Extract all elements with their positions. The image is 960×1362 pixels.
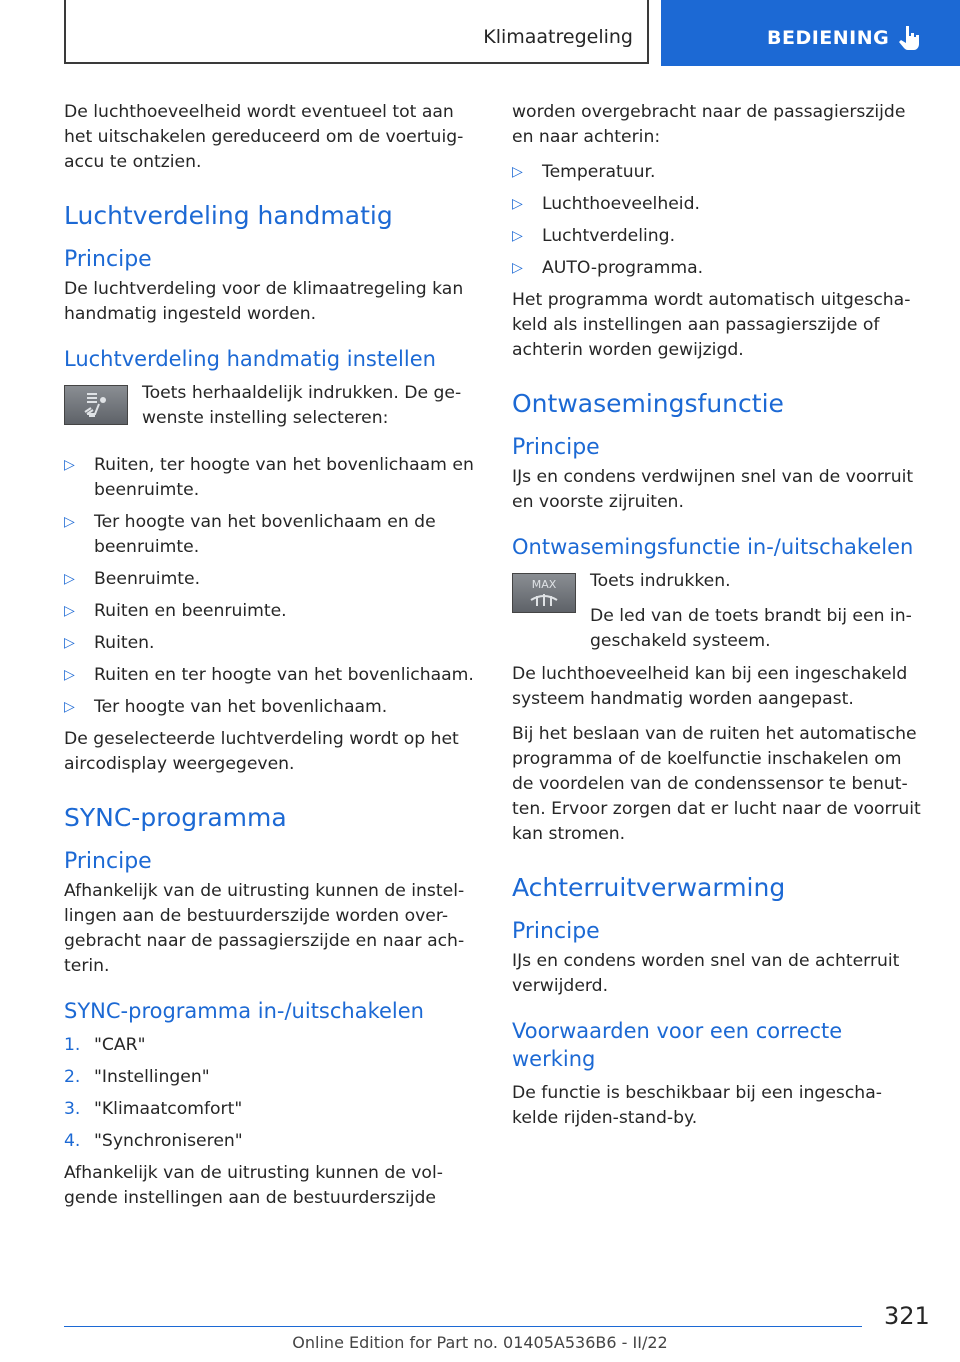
sync-steps-list (64, 1033, 480, 1154)
rear-conditions-text: De functie is beschikbaar bij een ingescha-kelde rijden-stand-by. (512, 1083, 882, 1128)
list-item: ▷ Ruiten. (64, 631, 480, 656)
defog-press-text: Toets indrukken. (590, 571, 731, 591)
heading-sync: SYNC-programma (64, 803, 287, 832)
triangle-bullet-icon: ▷ (512, 260, 523, 276)
footer-divider (64, 1326, 862, 1327)
air-button-text: Toets herhaaldelijk indrukken. De ge-wenste instelling selecteren: (142, 383, 462, 428)
left-column (64, 100, 480, 1221)
sync-more-text: Afhankelijk van de uitrusting kunnen de vol-gende instellingen aan de bestuurderszijde (64, 1163, 443, 1208)
footer-edition: Online Edition for Part no. 01405A536B6 - II/22 (292, 1333, 668, 1352)
sync-settings-list (512, 160, 927, 281)
defog-principe-text: IJs en condens verdwijnen snel van de voorruit en voorste zijruiten. (512, 467, 914, 512)
heading-sync-toggle: SYNC-programma in-/uitschakelen (64, 999, 424, 1023)
header-chapter-tab[interactable] (661, 0, 960, 66)
max-defrost-icon (513, 574, 575, 612)
list-item: ▷ Beenruimte. (64, 567, 480, 592)
page-number: 321 (884, 1302, 930, 1330)
sync-cont-text: worden overgebracht naar de passagierszijde en naar achterin: (512, 102, 906, 147)
intro-paragraph: De luchthoeveelheid wordt eventueel tot aan het uitschakelen gereduceerd om de voertuig-accu te ontzien. (64, 102, 464, 172)
list-item: ▷ Ter hoogte van het bovenlichaam. (64, 695, 480, 720)
triangle-bullet-icon: ▷ (64, 635, 75, 651)
list-item: ▷ Ruiten en beenruimte. (64, 599, 480, 624)
list-item: ▷ Luchthoeveelheid. (512, 192, 927, 217)
heading-air-distribution: Luchtverdeling handmatig (64, 201, 393, 230)
heading-principe: Principe (64, 247, 152, 272)
air-principe-text: De luchtverdeling voor de klimaatregeling kan handmatig ingesteld worden. (64, 279, 464, 324)
defog-amount-text: De luchthoeveelheid kan bij een ingeschakeld systeem handmatig worden aangepast. (512, 664, 908, 709)
max-defrost-button[interactable] (512, 573, 576, 613)
list-item: 1. "CAR" (64, 1035, 146, 1055)
defog-led-text: De led van de toets brandt bij een in-geschakeld systeem. (590, 606, 912, 651)
triangle-bullet-icon: ▷ (64, 699, 75, 715)
heading-principe: Principe (512, 435, 600, 460)
list-item: 4. "Synchroniseren" (64, 1131, 243, 1151)
triangle-bullet-icon: ▷ (64, 571, 75, 587)
heading-defog: Ontwasemingsfunctie (512, 389, 784, 418)
list-item: ▷ Temperatuur. (512, 160, 927, 185)
heading-principe: Principe (64, 849, 152, 874)
heading-rear-conditions: Voorwaarden voor een correcte werking (512, 1019, 843, 1071)
header-section-box (64, 0, 649, 64)
triangle-bullet-icon: ▷ (64, 457, 75, 473)
list-item: ▷ Luchtverdeling. (512, 224, 927, 249)
sync-off-text: Het programma wordt automatisch uitgescha-keld als instellingen aan passagierszijde of achterin worden gewijzigd. (512, 290, 911, 360)
list-item: 2. "Instellingen" (64, 1067, 210, 1087)
air-distribution-button[interactable] (64, 385, 128, 425)
rear-principe-text: IJs en condens worden snel van de achterruit verwijderd. (512, 951, 900, 996)
triangle-bullet-icon: ▷ (512, 228, 523, 244)
right-column (512, 100, 927, 1141)
list-item: 3. "Klimaatcomfort" (64, 1099, 243, 1119)
air-distribution-list (64, 453, 480, 720)
heading-principe: Principe (512, 919, 600, 944)
air-display-text: De geselecteerde luchtverdeling wordt op het aircodisplay weergegeven. (64, 729, 459, 774)
triangle-bullet-icon: ▷ (512, 196, 523, 212)
list-item: ▷ Ruiten en ter hoogte van het bovenlichaam. (64, 663, 480, 688)
heading-rear-heating: Achterruitverwarming (512, 873, 786, 902)
defog-button-row (512, 569, 927, 654)
defog-auto-text: Bij het beslaan van de ruiten het automatische programma of de koelfunctie inschakelen om de voordelen van de condenssensor te benut-ten. Ervoor zorgen dat er lucht naar de voorruit kan stromen. (512, 724, 921, 844)
list-item: ▷ Ruiten, ter hoogte van het bovenlichaam en beenruimte. (64, 455, 474, 500)
header-section-title: Klimaatregeling (483, 26, 633, 48)
pointing-hand-icon (897, 24, 921, 52)
triangle-bullet-icon: ▷ (64, 603, 75, 619)
triangle-bullet-icon: ▷ (64, 514, 75, 530)
list-item: ▷ Ter hoogte van het bovenlichaam en de beenruimte. (64, 512, 436, 557)
header-chapter-title: BEDIENING (767, 27, 890, 49)
heading-defog-toggle: Ontwasemingsfunctie in-/uitschakelen (512, 535, 914, 559)
air-button-row (64, 381, 480, 445)
air-distribution-icon (65, 386, 127, 424)
list-item: ▷ AUTO-programma. (512, 256, 927, 281)
sync-principe-text: Afhankelijk van de uitrusting kunnen de instel-lingen aan de bestuurderszijde worden over-gebracht naar de passagierszijde en naar ach-terin. (64, 881, 465, 976)
svg-text:MAX: MAX (531, 578, 557, 591)
triangle-bullet-icon: ▷ (64, 667, 75, 683)
heading-air-set: Luchtverdeling handmatig instellen (64, 347, 436, 371)
triangle-bullet-icon: ▷ (512, 164, 523, 180)
